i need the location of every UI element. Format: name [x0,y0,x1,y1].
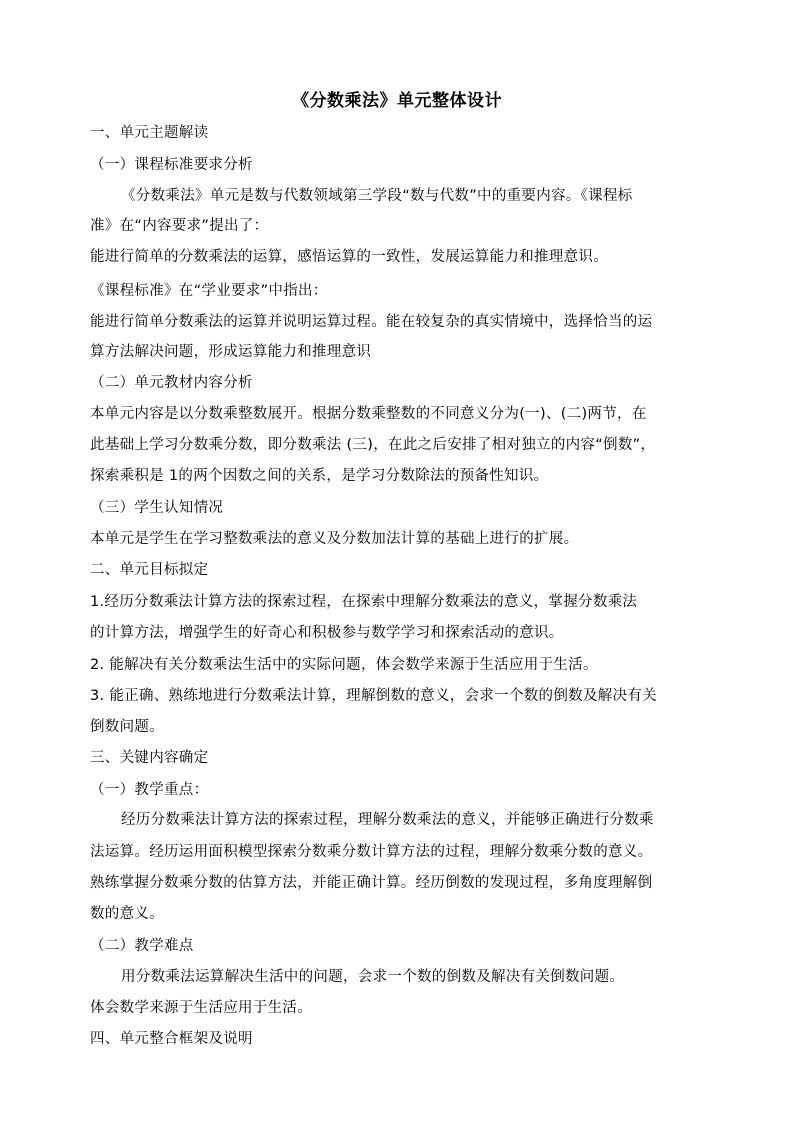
paragraph-line: 本单元是学生在学习整数乘法的意义及分数加法计算的基础上进行的扩展。 [90,531,579,547]
list-item-continued: 的计算方法，增强学生的好奇心和积极参与数学学习和探索活动的意识。 [90,625,564,641]
paragraph-line: 探索乘积是 1的两个因数之间的关系，是学习分数除法的预备性知识。 [90,468,549,484]
list-item: 3. 能正确、熟练地进行分数乘法计算，理解倒数的意义，会求一个数的倒数及解决有关 [90,688,657,704]
paragraph-line: 能进行简单分数乘法的运算并说明运算过程。能在较复杂的真实情境中，选择恰当的运 [90,314,653,330]
paragraph-line: 熟练掌握分数乘分数的估算方法，并能正确计算。经历倒数的发现过程，多角度理解倒 [90,875,653,891]
subsection-heading: （一）课程标准要求分析 [90,157,253,173]
paragraph-line: 能进行简单的分数乘法的运算，感悟运算的一致性，发展运算能力和推理意识。 [90,249,608,265]
paragraph-line: 法运算。经历运用面积模型探索分数乘分数计算方法的过程，理解分数乘分数的意义。 [90,844,653,860]
paragraph-line: 体会数学来源于生活应用于生活。 [90,1000,312,1016]
paragraph-line: 数的意义。 [90,906,164,922]
section-heading-1: 一、单元主题解读 [90,125,209,141]
subsection-heading: （二）单元教材内容分析 [90,375,253,391]
paragraph-line: 经历分数乘法计算方法的探索过程，理解分数乘法的意义，并能够正确进行分数乘 [121,812,654,828]
document-title: 《分数乘法》单元整体设计 [292,91,502,111]
paragraph-line: 本单元内容是以分数乘整数展开。根据分数乘整数的不同意义分为(一)、(二)两节，在 [90,406,647,422]
paragraph-line: 此基础上学习分数乘分数，即分数乘法 (三)，在此之后安排了相对独立的内容“倒数”， [90,437,656,453]
paragraph-line: 算方法解决问题，形成运算能力和推理意识 [90,344,372,360]
section-heading-2: 二、单元目标拟定 [90,562,209,578]
subsection-heading: （二）教学难点 [90,938,194,954]
list-item: 1.经历分数乘法计算方法的探索过程，在探索中理解分数乘法的意义，掌握分数乘法 [90,594,638,610]
paragraph-line: 《分数乘法》单元是数与代数领域第三学段“数与代数”中的重要内容。《课程标 [121,188,633,204]
list-item: 2. 能解决有关分数乘法生活中的实际问题，体会数学来源于生活应用于生活。 [90,657,598,673]
paragraph-line: 用分数乘法运算解决生活中的问题，会求一个数的倒数及解决有关倒数问题。 [121,969,625,985]
paragraph-line: 准》在“内容要求”提出了： [90,218,269,234]
paragraph-line: 《课程标准》在“学业要求”中指出： [90,283,328,299]
list-item-continued: 倒数问题。 [90,719,164,735]
section-heading-3: 三、关键内容确定 [90,750,209,766]
subsection-heading: （三）学生认知情况 [90,500,224,516]
section-heading-4: 四、单元整合框架及说明 [90,1031,253,1047]
subsection-heading: （一）教学重点： [90,782,209,798]
